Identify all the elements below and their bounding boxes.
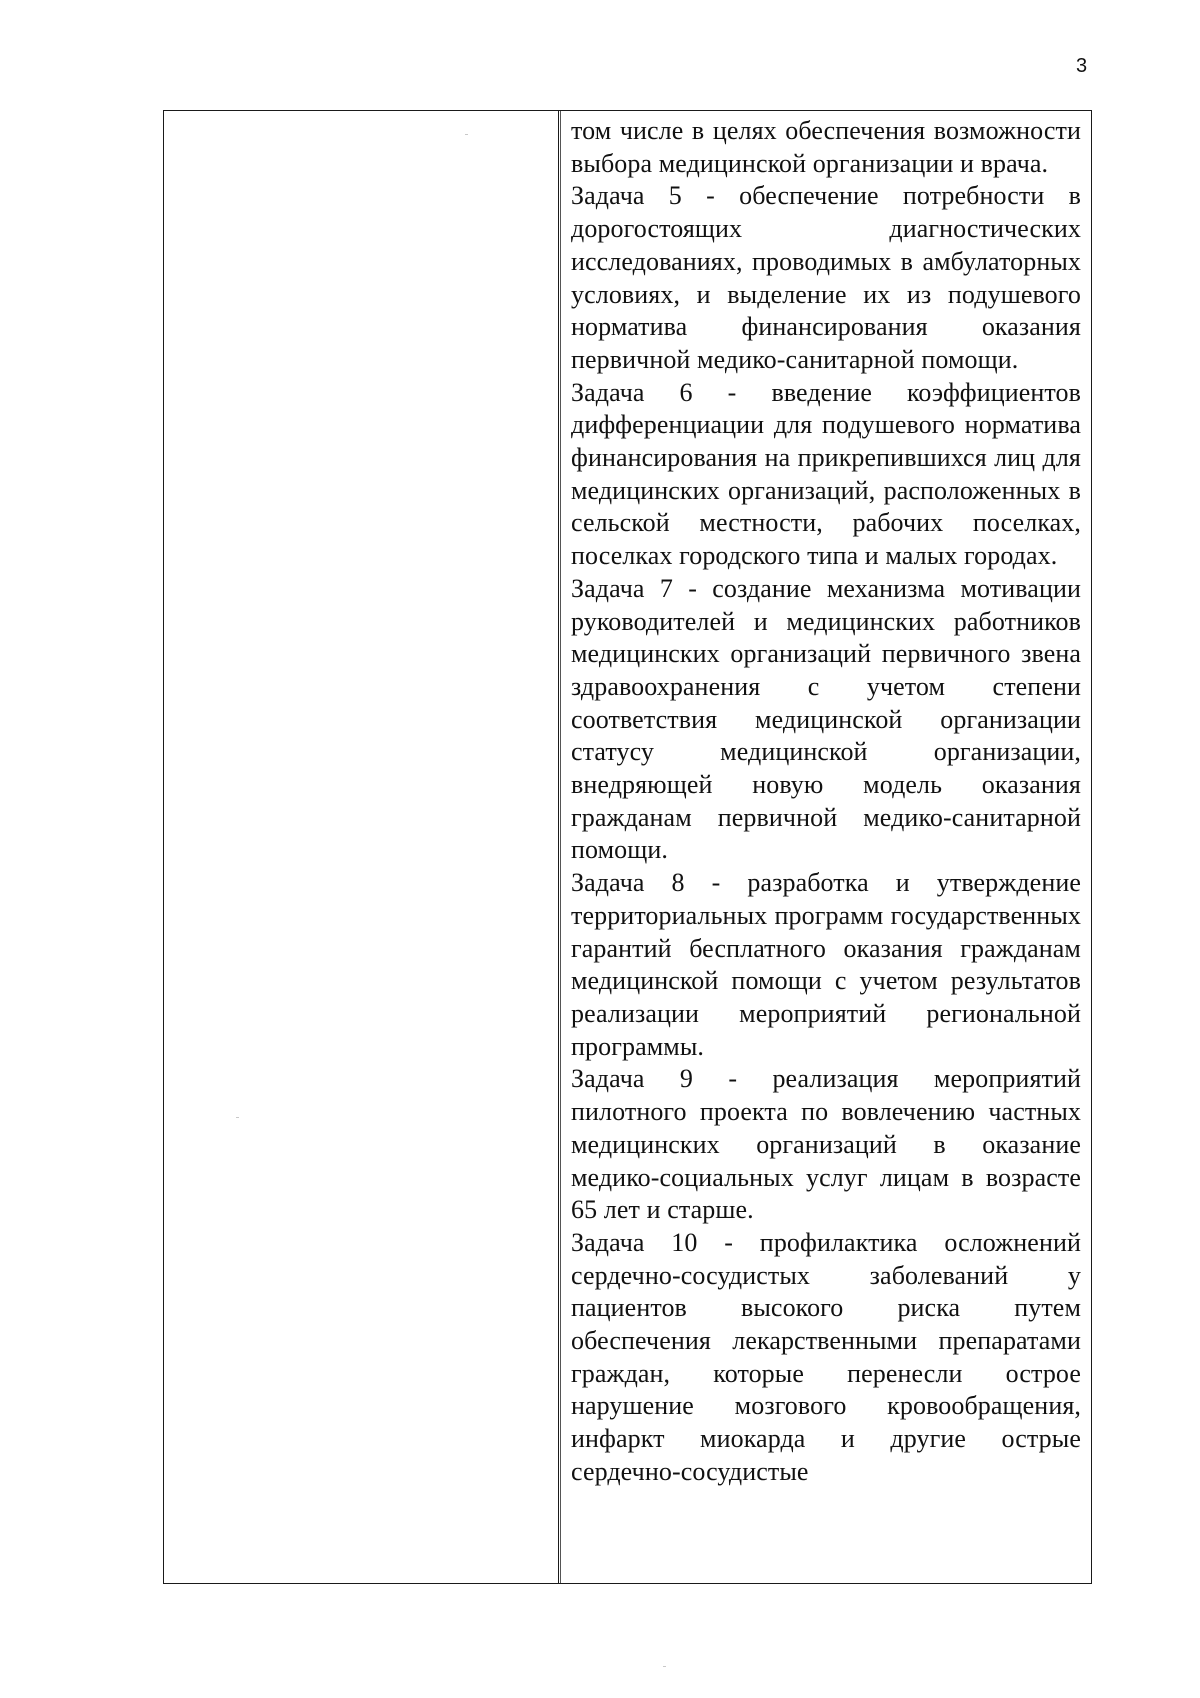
page-number: 3: [1076, 55, 1088, 77]
paragraph-task-8: Задача 8 - разработка и утверждение территориальных программ государственных гарантий бесплатного оказания гражданам медицинской помощи с учетом результатов реализации мероприятий региональной программы.: [571, 868, 1081, 1061]
paragraph-task-7: Задача 7 - создание механизма мотивации руководителей и медицинских работников медицинских организаций первичного звена здравоохранения с учетом степени соответствия медицинской организации статусу медицинской организации, внедряющей новую модель оказания гражданам первичной медико-санитарной помощи.: [571, 573, 1081, 865]
table-right-cell: [560, 111, 1091, 1583]
document-table: [163, 110, 1092, 1584]
paragraph-task-5: Задача 5 - обеспечение потребности в дорогостоящих диагностических исследованиях, проводимых в амбулаторных условиях, и выделение их из подушевого норматива финансирования оказания первичной медико-санитарной помощи.: [571, 181, 1081, 374]
paragraph-continuation: том числе в целях обеспечения возможности выбора медицинской организации и врача.: [571, 116, 1081, 178]
scan-speck: [663, 1666, 666, 1667]
paragraph-task-6: Задача 6 - введение коэффициентов дифференциации для подушевого норматива финансирования на прикрепившихся лиц для медицинских организаций, расположенных в сельской местности, рабочих поселках, поселках городского типа и малых городах.: [571, 377, 1081, 571]
scan-speck: [465, 134, 468, 135]
table-left-cell: [164, 111, 559, 1583]
scan-speck: [236, 1117, 239, 1118]
paragraph-task-9: Задача 9 - реализация мероприятий пилотного проекта по вовлечению частных медицинских организаций в оказание медико-социальных услуг лицам в возрасте 65 лет и старше.: [571, 1064, 1081, 1225]
paragraph-task-10: Задача 10 - профилактика осложнений сердечно-сосудистых заболеваний у пациентов высокого риска путем обеспечения лекарственными препаратами граждан, которые перенесли острое нарушение мозгового кровообращения, инфаркт миокарда и другие острые сердечно-сосудистые: [571, 1227, 1081, 1486]
